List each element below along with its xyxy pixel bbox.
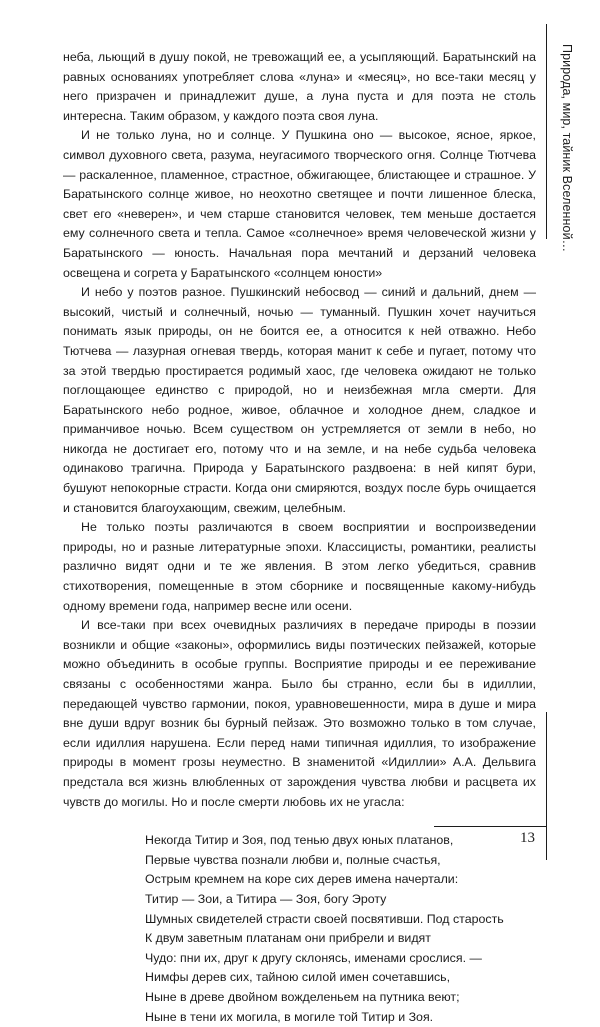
page-number: 13 — [520, 830, 535, 847]
poem-quote — [145, 831, 536, 1027]
paragraph-5: И все-таки при всех очевидных различиях в передаче природы в поэзии возникли и общие «законы», оформились виды поэтических пейзажей, которые можно объединить в особые группы. Восприятие природы и ее переживание связаны с особенностями жанра. Было бы странно, если бы в идиллии, передающей чувство гармонии, покоя, уравновешенности, мира в душе и мира вне души вдруг возник бы бурный пейзаж. Это возможно только в том случае, если идиллия нарушена. Если перед нами типичная идиллия, то изображение природы в момент грозы неуместно. В знаменитой «Идиллии» А.А. Дельвига предстала вся жизнь влюбленных от зарождения чувства любви и расцвета их чувств до могилы. Но и после смерти любовь их не угасла: — [63, 616, 536, 812]
verse-line: Первые чувства познали любви и, полные счастья, — [145, 851, 536, 871]
running-head — [560, 44, 576, 234]
paragraph-3: И небо у поэтов разное. Пушкинский небосвод — синий и дальний, днем — высокий, чистый и солнечный, ночью — туманный. Пушкин хочет научиться понимать язык природы, он не боится ее, а относится к ней отважно. Небо Тютчева — лазурная огневая твердь, которая манит к себе и пугает, потому что за этой твердью простирается родимый хаос, где человека ожидают не только поглощающее единство с природой, но и неизбежная мгла смерти. Для Баратынского небо родное, живое, облачное и холодное днем, сладкое и приманчивое ночью. Всем существом он устремляется от земли в небо, но никогда не достигает его, потому что и на земле, и на небе судьба человека одинаково трагична. Природа у Баратынского раздвоена: в ней кипят бури, бушуют непокорные страсти. Когда они смиряются, воздух после бурь очищается и становится благоухающим, свежим, целебным. — [63, 283, 536, 518]
page-number-rule — [434, 826, 546, 827]
verse-line: К двум заветным платанам они прибрели и видят — [145, 929, 536, 949]
verse-line: Чудо: пни их, друг к другу склонясь, именами срослися. — — [145, 949, 536, 969]
margin-rule-top — [546, 24, 547, 239]
paragraph-4: Не только поэты различаются в своем восприятии и воспроизведении природы, но и разные литературные эпохи. Классицисты, романтики, реалисты различно видят одни и те же явления. В этом легко убедиться, сравнив стихотворения, помещенные в этом сборнике и посвященные какому-нибудь одному времени года, например весне или осени. — [63, 518, 536, 616]
margin-rule-bottom — [546, 712, 547, 860]
verse-line: Острым кремнем на коре сих дерев имена начертали: — [145, 870, 536, 890]
verse-line: Некогда Титир и Зоя, под тенью двух юных платанов, — [145, 831, 536, 851]
running-head-text: Природа, мир, тайник Вселенной… — [560, 44, 574, 252]
verse-line: Титир — Зои, а Титира — Зоя, богу Эроту — [145, 890, 536, 910]
verse-line: Нимфы дерев сих, тайною силой имен сочетавшись, — [145, 968, 536, 988]
verse-line: Ныне в древе двойном вожделеньем на путника веют; — [145, 988, 536, 1008]
verse-line: Ныне в тени их могила, в могиле той Титир и Зоя. — [145, 1008, 536, 1027]
body-text — [63, 48, 536, 1027]
verse-line: Шумных свидетелей страсти своей посвятивши. Под старость — [145, 910, 536, 930]
paragraph-2: И не только луна, но и солнце. У Пушкина оно — высокое, ясное, яркое, символ духовного света, разума, неугасимого творческого огня. Солнце Тютчева — раскаленное, пламенное, страстное, обжигающее, блистающее и страшное. У Баратынского солнце живое, но неохотно светящее и почти лишенное блеска, свет его «неверен», и чем старше становится человек, тем меньше достается ему солнечного света и тепла. Самое «солнечное» время человеческой жизни у Баратынского — юность. Начальная пора мечтаний и дерзаний человека освещена и согрета у Баратынского «солнцем юности» — [63, 126, 536, 283]
paragraph-1: неба, льющий в душу покой, не тревожащий ее, а усыпляющий. Баратынский на равных основаниях употребляет слова «луна» и «месяц», но все-таки месяц у него призрачен и принадлежит душе, а луна пуста и для поэта не столь интересна. Таким образом, у каждого поэта своя луна. — [63, 48, 536, 126]
